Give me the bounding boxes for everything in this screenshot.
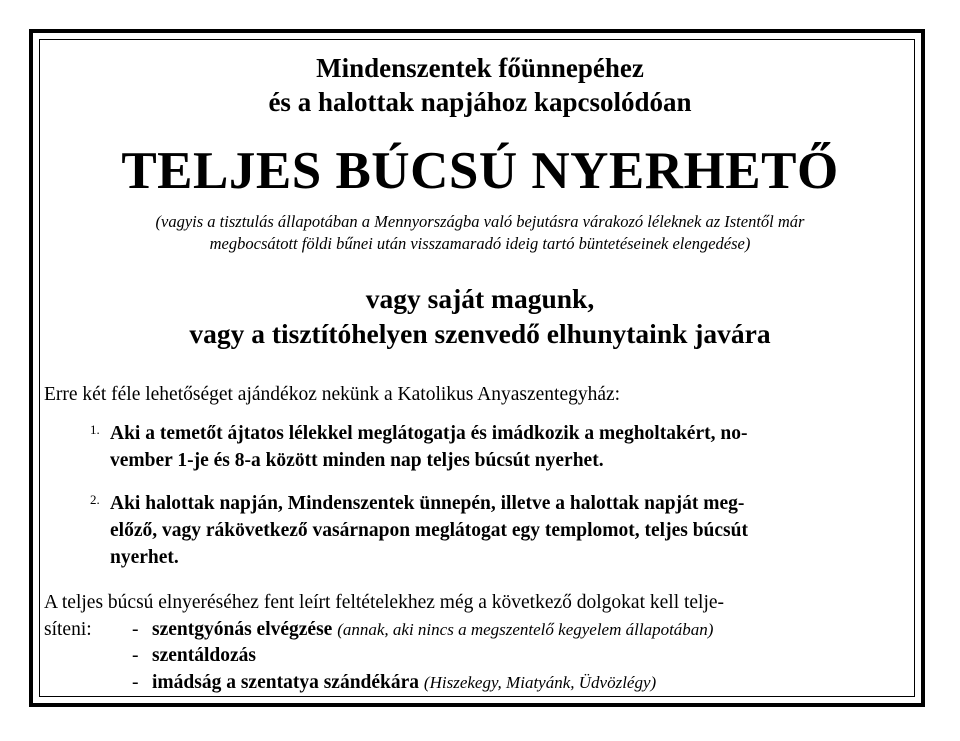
subtitle-line-1: vagy saját magunk,: [365, 283, 595, 314]
item-line: Aki halottak napján, Mindenszentek ünnepén, illetve a halottak napját meg-: [110, 493, 745, 514]
note-line-2: megbocsátott földi bűnei után visszamaradó ideig tartó büntetéseinek elengedése): [209, 234, 751, 253]
bullet-dash: -: [132, 619, 139, 640]
item-line: előző, vagy rákövetkező vasárnapon meglátogat egy templomot, teljes búcsút: [110, 520, 748, 541]
note-line-1: (vagyis a tisztulás állapotában a Mennyországba való bejutásra várakozó léleknek az Istentől már: [155, 212, 805, 231]
header-line-2: és a halottak napjához kapcsolódóan: [268, 87, 692, 117]
bullet-dash: -: [132, 645, 139, 666]
requirement-1: [152, 617, 713, 643]
main-title: TELJES BÚCSÚ NYERHETŐ: [121, 142, 839, 200]
item-line: Aki a temetőt ájtatos lélekkel meglátogatja és imádkozik a megholtakért, no-: [110, 423, 748, 444]
item-line: nyerhet.: [110, 547, 179, 568]
header-line-1: Mindenszentek főünnepéhez: [316, 53, 644, 83]
conditions-lead: síteni:: [44, 619, 92, 640]
item-number: 1.: [90, 422, 100, 437]
conditions-line-1: A teljes búcsú elnyeréséhez fent leírt feltételekhez még a következő dolgokat kell telje-: [44, 592, 725, 613]
subtitle-line-2: vagy a tisztítóhelyen szenvedő elhunytaink javára: [189, 318, 771, 349]
bullet-dash: -: [132, 672, 139, 693]
item-number: 2.: [90, 492, 100, 507]
requirement-title: imádság a szentatya szándékára: [152, 672, 420, 693]
requirement-title: szentgyónás elvégzése: [152, 619, 333, 640]
requirement-2: [152, 643, 256, 669]
requirement-note: (annak, aki nincs a megszentelő kegyelem állapotában): [337, 620, 714, 639]
requirement-note: (Hiszekegy, Miatyánk, Üdvözlégy): [423, 673, 657, 692]
intro-text: Erre két féle lehetőséget ajándékoz nekünk a Katolikus Anyaszentegyház:: [44, 384, 621, 405]
item-line: vember 1-je és 8-a között minden nap teljes búcsút nyerhet.: [110, 450, 604, 471]
requirement-title: szentáldozás: [152, 645, 256, 666]
requirement-3: [152, 670, 656, 696]
